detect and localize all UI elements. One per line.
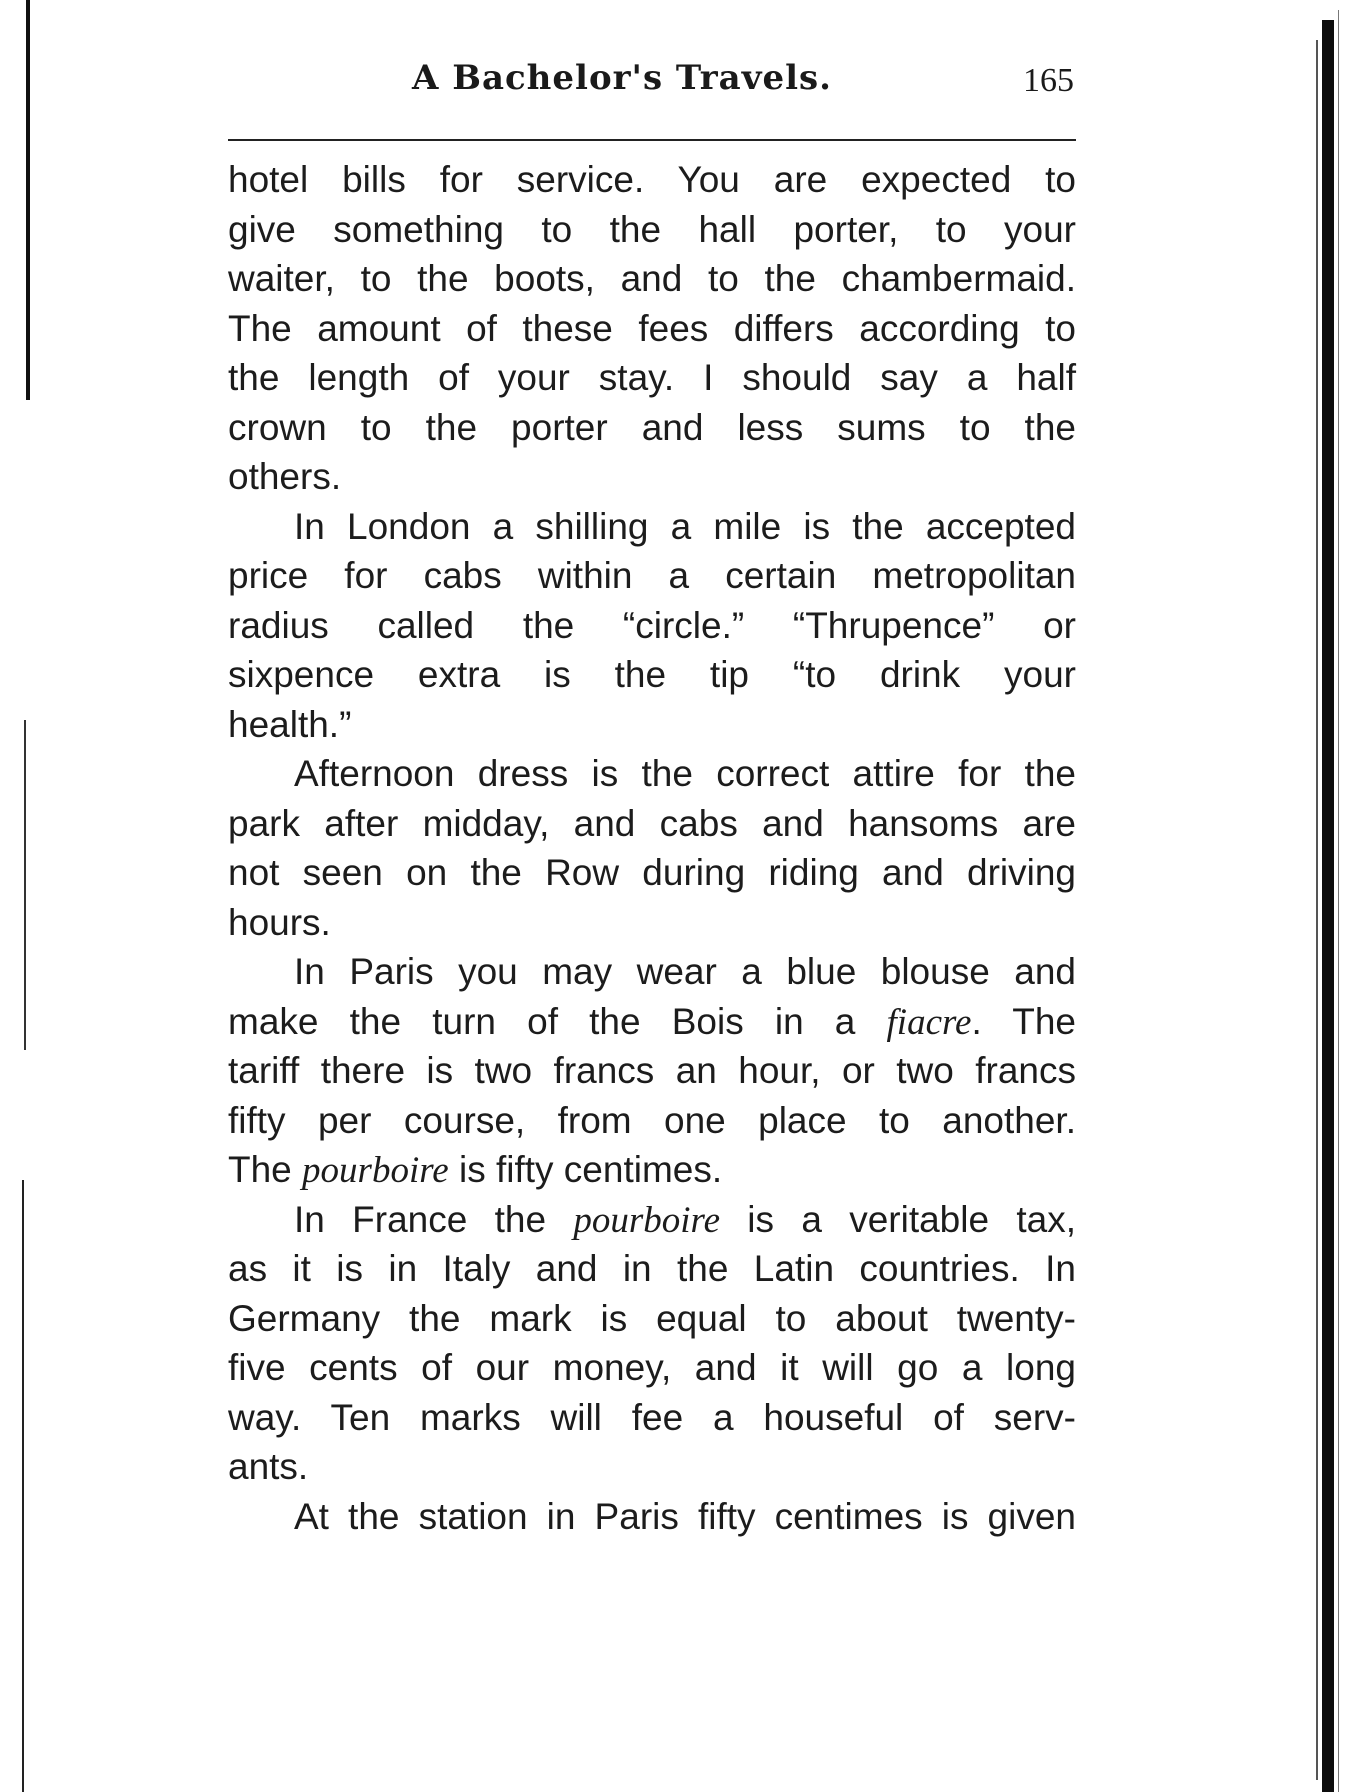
text-line: Afternoon dress is the correct attire for the [294, 753, 1076, 794]
text-line: health.” [228, 703, 352, 745]
text-segment: . The [971, 1000, 1076, 1042]
text-segment: is fifty centimes. [448, 1149, 723, 1190]
italic-word: fiacre [886, 1001, 972, 1043]
scan-edge-right-inner [1316, 40, 1318, 1780]
body-text [228, 155, 1076, 1541]
text-segment: is a veritable tax, [720, 1198, 1076, 1240]
text-line: waiter, to the boots, and to the chambermaid. [228, 258, 1076, 299]
text-line: In London a shilling a mile is the accepted [294, 505, 1076, 547]
text-line: park after midday, and cabs and hansoms are [228, 802, 1076, 844]
text-line: not seen on the Row during riding and driving [228, 852, 1076, 893]
text-line: way. Ten marks will fee a houseful of serv- [228, 1396, 1076, 1438]
text-line: the length of your stay. I should say a half [228, 357, 1076, 398]
italic-word: pourboire [573, 1199, 720, 1241]
text-segment: make the turn of the Bois in a [228, 1000, 887, 1042]
text-line: as it is in Italy and in the Latin countries. In [228, 1248, 1076, 1289]
text-line: radius called the “circle.” “Thrupence” or [228, 604, 1076, 646]
scan-edge-left [26, 0, 30, 400]
text-line: sixpence extra is the tip “to drink your [228, 654, 1076, 695]
text-line: tariff there is two francs an hour, or two francs [228, 1050, 1076, 1091]
scan-edge-right [1322, 20, 1334, 1792]
text-line [228, 1145, 1076, 1195]
italic-word: pourboire [302, 1150, 449, 1191]
page-number: 165 [1023, 62, 1074, 99]
text-line: Germany the mark is equal to about twenty- [228, 1297, 1076, 1339]
running-title: A Bachelor's Travels. [412, 58, 832, 98]
scan-edge-left-mark-lower [22, 1180, 24, 1792]
text-line: fifty per course, from one place to another. [228, 1099, 1076, 1141]
text-line: hours. [228, 901, 331, 943]
text-line [228, 997, 1076, 1047]
text-line: give something to the hall porter, to your [228, 208, 1076, 250]
text-line: In Paris you may wear a blue blouse and [294, 951, 1076, 992]
scan-edge-left-mark [24, 720, 26, 1050]
text-line: others. [228, 456, 342, 497]
text-line: hotel bills for service. You are expected to [228, 159, 1076, 200]
text-line [228, 1195, 1076, 1245]
text-line: five cents of our money, and it will go a long [228, 1347, 1076, 1388]
text-segment: The [228, 1149, 303, 1190]
running-header [228, 58, 1076, 118]
header-rule [228, 139, 1076, 141]
text-line: The amount of these fees differs according to [228, 307, 1076, 349]
text-line: ants. [228, 1446, 309, 1487]
text-line: price for cabs within a certain metropolitan [228, 555, 1076, 596]
text-line: crown to the porter and less sums to the [228, 406, 1076, 448]
scan-edge-right-outer [1338, 10, 1339, 1792]
text-segment: In France the [294, 1198, 574, 1240]
text-line: At the station in Paris fifty centimes is given [294, 1495, 1076, 1537]
